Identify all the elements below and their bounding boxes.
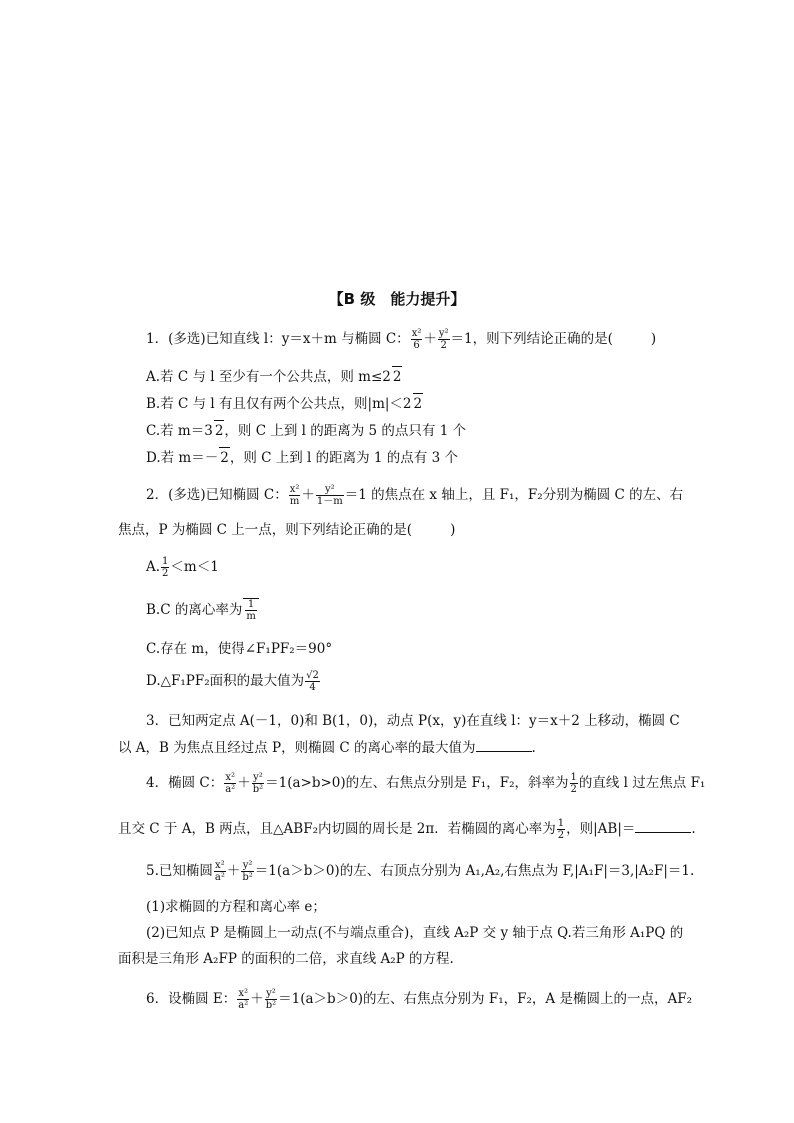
option-text: D.若 m＝－ — [146, 450, 219, 466]
fraction-denominator: 1－m — [316, 496, 343, 507]
option-text: D.△F₁PF₂面积的最大值为 — [146, 673, 305, 689]
fraction-denominator: 4 — [309, 682, 316, 693]
fraction-denominator: m — [289, 496, 300, 507]
option-text: C.若 m＝3 — [146, 423, 213, 439]
q3-line2 — [118, 737, 536, 758]
fraction — [265, 988, 277, 1011]
fraction — [252, 772, 264, 795]
fraction-denominator: b² — [242, 872, 253, 883]
fraction-denominator: a² — [214, 872, 225, 883]
plus-sign: ＋ — [250, 991, 264, 1007]
option-text-2: ，则 C 上到 l 的距离为 1 的点有 3 个 — [229, 450, 458, 466]
fraction — [411, 328, 423, 351]
q5-part1 — [146, 897, 326, 917]
answer-blank — [476, 737, 532, 752]
fraction-denominator: 2 — [440, 340, 447, 351]
fraction — [316, 484, 344, 507]
q4-text-2: ＝1(a>b>0)的左、右焦点分别是 F₁，F₂，斜率为 — [265, 775, 569, 791]
q3-line1 — [146, 711, 680, 731]
q1-stem-text: 1．(多选)已知直线 l：y＝x＋m 与椭圆 C： — [146, 331, 410, 347]
q5-stem — [146, 860, 694, 883]
q2-stem-close: ) — [450, 522, 456, 538]
fraction-denominator: b² — [265, 1000, 277, 1011]
fraction-denominator: b² — [252, 784, 264, 795]
option-text: A.若 C 与 l 至少有一个公共点，则 m≤2 — [146, 369, 391, 385]
fraction-numerator: y² — [316, 484, 344, 496]
q2-stem-text-2: ＝1 的焦点在 x 轴上，且 F₁，F₂分别为椭圆 C 的左、右 — [344, 487, 684, 503]
option-text: B.C 的离心率为 — [146, 602, 243, 618]
section-title: 【B 级 能力提升】 — [328, 290, 466, 308]
sqrt-radicand: 2 — [219, 447, 230, 468]
q4-text-5: ，则|AB|＝ — [566, 821, 636, 837]
period: . — [691, 821, 696, 837]
sqrt-radicand: 2 — [214, 420, 225, 441]
sqrt-radicand: 2 — [413, 393, 424, 414]
fraction-numerator: y² — [438, 328, 449, 339]
fraction — [557, 818, 565, 841]
q1-option-a — [146, 366, 402, 387]
fraction — [241, 860, 253, 883]
q2-stem-line2 — [118, 520, 455, 540]
q6-text: 6．设椭圆 E： — [146, 991, 237, 1007]
fraction-numerator: √2 — [306, 670, 319, 681]
q2-stem-text-3: 焦点，P 为椭圆 C 上一点，则下列结论正确的是( — [118, 522, 413, 538]
fraction-numerator: 1 — [570, 772, 577, 783]
option-text-2: ，则 C 上到 l 的距离为 5 的点只有 1 个 — [224, 423, 467, 439]
fraction-numerator: 1 — [245, 599, 256, 611]
q5-part2-text-2: 面积是三角形 A₂FP 的面积的二倍，求直线 A₂P 的方程. — [118, 951, 454, 967]
q4-text-4: 且交 C 于 A，B 两点，且△ABF₂内切圆的周长是 2π．若椭圆的离心率为 — [118, 821, 556, 837]
q2-option-c — [146, 639, 332, 659]
q5-part2-line1 — [146, 923, 683, 943]
option-text: B.若 C 与 l 有且仅有两个公共点，则|m|＜2 — [146, 396, 412, 412]
q1-stem — [146, 328, 656, 351]
q2-option-a — [146, 556, 219, 579]
fraction — [214, 860, 226, 883]
fraction-numerator: x² — [238, 988, 249, 999]
sqrt-radicand — [243, 598, 258, 622]
fraction — [161, 556, 169, 579]
sqrt-radicand: 2 — [392, 366, 403, 387]
plus-sign: ＋ — [301, 487, 315, 503]
q5-part1-text: (1)求椭圆的方程和离心率 e； — [146, 899, 326, 915]
fraction — [305, 670, 320, 693]
q3-text-2: 以 A，B 为焦点且经过点 P，则椭圆 C 的离心率的最大值为 — [118, 740, 476, 756]
period: . — [531, 740, 536, 756]
fraction-denominator: a² — [225, 784, 236, 795]
fraction-denominator: 6 — [413, 340, 420, 351]
fraction — [237, 988, 249, 1011]
fraction-denominator: 2 — [162, 568, 169, 579]
answer-blank — [635, 818, 691, 833]
fraction-numerator: y² — [253, 772, 263, 783]
fraction-numerator: y² — [242, 860, 253, 871]
plus-sign: ＋ — [226, 863, 241, 879]
q2-stem — [146, 484, 683, 507]
fraction-numerator: x² — [411, 328, 422, 339]
q1-option-d — [146, 447, 458, 468]
fraction — [245, 599, 256, 622]
fraction-denominator: m — [246, 611, 256, 622]
q1-option-c — [146, 420, 466, 441]
fraction-denominator: 2 — [557, 830, 565, 841]
option-text: ＜m＜1 — [170, 559, 219, 575]
q1-stem-text-2: ＝1，则下列结论正确的是( — [450, 331, 613, 347]
option-text: C.存在 m，使得∠F₁PF₂＝90° — [146, 641, 333, 657]
fraction — [289, 484, 301, 507]
fraction-numerator: 1 — [557, 818, 565, 829]
fraction-numerator: y² — [266, 988, 276, 999]
fraction-numerator: 1 — [162, 556, 169, 567]
q2-stem-text: 2．(多选)已知椭圆 C： — [146, 487, 288, 503]
fraction-numerator: x² — [215, 860, 225, 871]
q6-stem — [146, 988, 692, 1011]
q4-text: 4．椭圆 C： — [146, 775, 224, 791]
plus-sign: ＋ — [237, 775, 251, 791]
q1-option-b — [146, 393, 423, 414]
fraction-numerator: x² — [225, 772, 236, 783]
q5-part2-text: (2)已知点 P 是椭圆上一动点(不与端点重合)，直线 A₂P 交 y 轴于点 Q.若三角形 A₁PQ 的 — [146, 925, 684, 941]
fraction-denominator: a² — [238, 1000, 249, 1011]
fraction — [570, 772, 578, 795]
fraction — [224, 772, 236, 795]
q5-text-2: ＝1(a＞b＞0)的左、右顶点分别为 A₁,A₂,右焦点为 F,|A₁F|＝3,|A₂F|＝1. — [254, 863, 695, 879]
q4-line1 — [146, 772, 705, 795]
q4-line2 — [118, 818, 696, 841]
fraction-denominator: 2 — [570, 784, 577, 795]
q2-option-d — [146, 670, 321, 693]
option-letter: A. — [146, 559, 161, 575]
q6-text-2: ＝1(a＞b＞0)的左、右焦点分别为 F₁，F₂，A 是椭圆上的一点，AF₂ — [278, 991, 692, 1007]
fraction — [438, 328, 450, 351]
q4-text-3: 的直线 l 过左焦点 F₁ — [578, 775, 706, 791]
q3-text: 3．已知两定点 A(－1，0)和 B(1，0)，动点 P(x，y)在直线 l：y＝x＋2 上移动，椭圆 C — [146, 713, 680, 729]
fraction-numerator: x² — [289, 484, 300, 495]
q5-text: 5.已知椭圆 — [146, 863, 213, 879]
q5-part2-line2 — [118, 949, 454, 969]
q2-option-b — [146, 598, 259, 622]
plus-sign: ＋ — [423, 331, 437, 347]
q1-stem-close: ) — [650, 331, 657, 347]
